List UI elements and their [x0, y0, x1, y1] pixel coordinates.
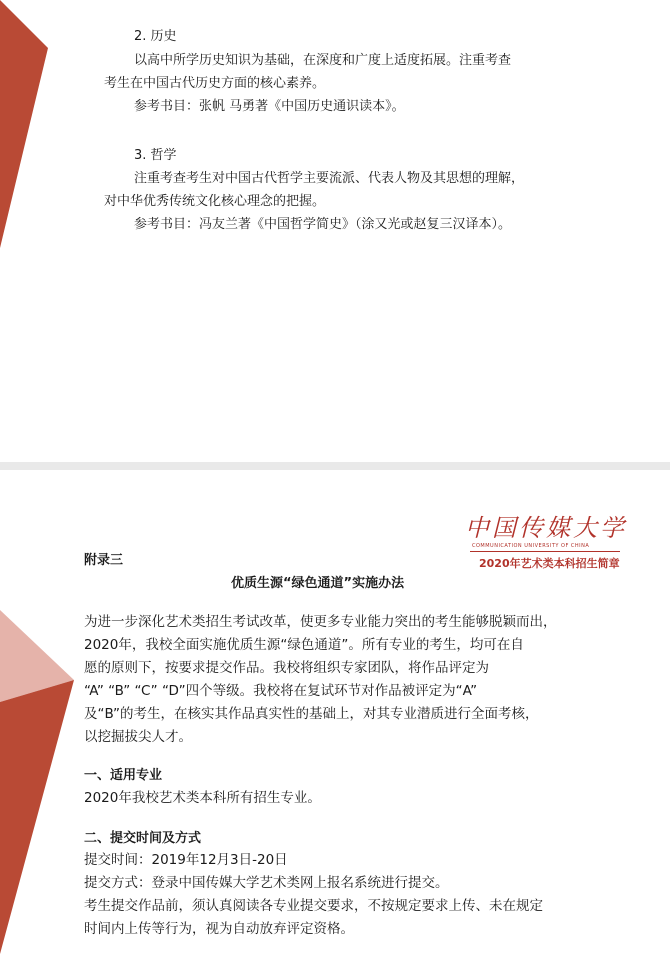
intro-line: 以挖掘拔尖人才。: [84, 729, 192, 745]
history-title: 2. 历史: [134, 29, 177, 44]
philosophy-title: 3. 哲学: [134, 148, 177, 163]
intro-line: 及“B”的考生，在核实其作品真实性的基础上，对其专业潜质进行全面考核，: [84, 706, 539, 722]
philosophy-desc-line1: 注重考查考生对中国古代哲学主要流派、代表人物及其思想的理解，: [134, 171, 525, 186]
logo-divider: [470, 551, 620, 552]
section1-text: 2020年我校艺术类本科所有招生专业。: [84, 790, 321, 806]
red-triangle-shape: [0, 680, 74, 954]
philosophy-reference: 参考书目：冯友兰著《中国哲学简史》（涂又光或赵复三汉译本）。: [134, 217, 512, 232]
red-arrow-shape: [0, 0, 48, 248]
appendix-label: 附录三: [84, 553, 124, 568]
notice-line2: 时间内上传等行为，视为自动放弃评定资格。: [84, 921, 354, 937]
document-page-top: [0, 0, 670, 462]
logo-subtitle: 2020年艺术类本科招生简章: [479, 557, 620, 570]
university-logo-english: COMMUNICATION UNIVERSITY OF CHINA: [472, 543, 590, 549]
notice-line1: 考生提交作品前，须认真阅读各专业提交要求，不按规定要求上传、未在规定: [84, 898, 543, 914]
intro-line: 2020年，我校全面实施优质生源“绿色通道”。所有专业的考生，均可在自: [84, 637, 524, 653]
document-title: 优质生源“绿色通道”实施办法: [231, 576, 405, 591]
history-reference: 参考书目：张帆 马勇著《中国历史通识读本》。: [134, 99, 405, 114]
submit-method: 提交方式：登录中国传媒大学艺术类网上报名系统进行提交。: [84, 875, 449, 891]
university-logo-name: 中国传媒大学: [465, 514, 627, 542]
philosophy-desc-line2: 对中华优秀传统文化核心理念的把握。: [104, 194, 326, 209]
intro-line: “A” “B” “C” “D”四个等级。我校将在复试环节对作品被评定为“A”: [84, 683, 478, 699]
decorative-arrow-shape: [0, 0, 60, 462]
history-desc-line1: 以高中所学历史知识为基础，在深度和广度上适度拓展。注重考查: [134, 53, 512, 68]
history-desc-line2: 考生在中国古代历史方面的核心素养。: [104, 76, 326, 91]
decorative-triangles: [0, 470, 80, 954]
submit-time: 提交时间：2019年12月3日-20日: [84, 852, 288, 868]
intro-line: 愿的原则下，按要求提交作品。我校将组织专家团队，将作品评定为: [84, 660, 489, 676]
section2-heading: 二、提交时间及方式: [84, 831, 202, 846]
intro-line: 为进一步深化艺术类招生考试改革，使更多专业能力突出的考生能够脱颖而出，: [84, 614, 557, 630]
section1-heading: 一、适用专业: [84, 768, 163, 783]
